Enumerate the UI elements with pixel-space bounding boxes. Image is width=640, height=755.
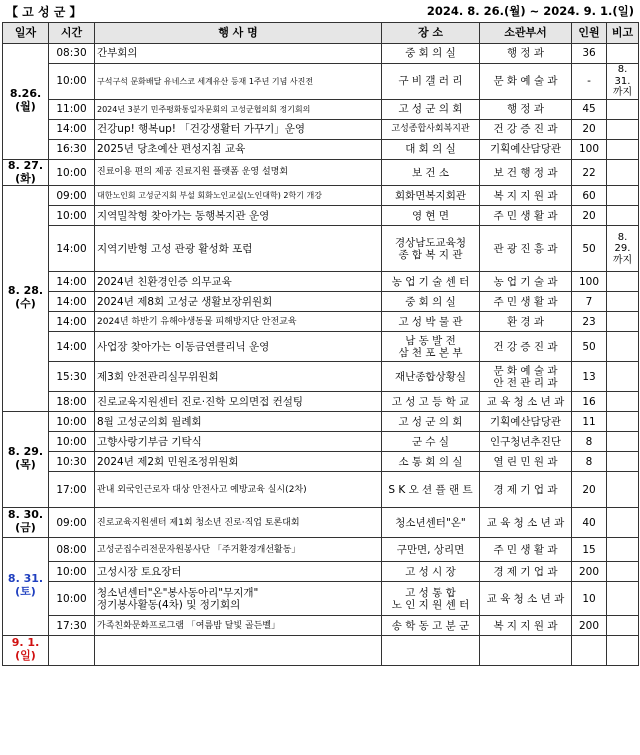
dept-cell: 경 제 기 업 과: [480, 472, 572, 508]
note-cell: 8. 31. 까지: [607, 64, 639, 100]
time-cell: 09:00: [49, 508, 95, 538]
table-row: [3, 64, 639, 100]
count-cell: 8: [572, 452, 607, 472]
time-cell: [49, 636, 95, 666]
dept-cell: 교 육 청 소 년 과: [480, 582, 572, 616]
count-cell: 11: [572, 412, 607, 432]
table-row: [3, 312, 639, 332]
table-row: [3, 432, 639, 452]
dept-cell: 건 강 증 진 과: [480, 120, 572, 140]
date-label: 9. 1.: [11, 636, 40, 650]
weekday-label: (화): [15, 171, 36, 185]
col-date: 일자: [3, 23, 49, 44]
count-cell: 22: [572, 160, 607, 186]
event-cell: 간부회의: [95, 44, 382, 64]
date-cell: [3, 160, 49, 186]
note-cell: [607, 412, 639, 432]
count-cell: 16: [572, 392, 607, 412]
time-cell: 10:00: [49, 582, 95, 616]
dept-cell: 관 광 진 흥 과: [480, 226, 572, 272]
event-cell: 2024년 친환경인증 의무교육: [95, 272, 382, 292]
count-cell: [572, 636, 607, 666]
time-cell: 14:00: [49, 312, 95, 332]
col-event: 행 사 명: [95, 23, 382, 44]
count-cell: 40: [572, 508, 607, 538]
note-cell: [607, 206, 639, 226]
dept-cell: 복 지 지 원 과: [480, 186, 572, 206]
date-cell: [3, 538, 49, 636]
table-row: [3, 412, 639, 432]
time-cell: 16:30: [49, 140, 95, 160]
date-cell: [3, 636, 49, 666]
event-cell: 건강up! 행복up! 「건강생활터 가꾸기」운영: [95, 120, 382, 140]
note-cell: [607, 538, 639, 562]
time-cell: 10:00: [49, 412, 95, 432]
time-cell: 14:00: [49, 120, 95, 140]
schedule-table: [2, 22, 639, 666]
time-cell: 08:30: [49, 44, 95, 64]
event-cell: 가족친화문화프로그램 「여름밤 달빛 골든벨」: [95, 616, 382, 636]
table-row: [3, 538, 639, 562]
count-cell: 100: [572, 272, 607, 292]
place-cell: S K 오 션 플 랜 트: [382, 472, 480, 508]
count-cell: 45: [572, 100, 607, 120]
event-cell: 구석구석 문화배달 유네스코 세계유산 등재 1주년 기념 사진전: [95, 64, 382, 100]
note-cell: [607, 140, 639, 160]
table-row: [3, 636, 639, 666]
dept-cell: 환 경 과: [480, 312, 572, 332]
count-cell: -: [572, 64, 607, 100]
col-place: 장 소: [382, 23, 480, 44]
date-label: 8. 27.: [7, 159, 44, 172]
time-cell: 14:00: [49, 292, 95, 312]
event-cell: 지역기반형 고성 관광 활성화 포럼: [95, 226, 382, 272]
note-cell: [607, 312, 639, 332]
time-cell: 17:00: [49, 472, 95, 508]
count-cell: 13: [572, 362, 607, 392]
event-cell: 2024년 하반기 유해야생동물 피해방지단 안전교육: [95, 312, 382, 332]
schedule-body: [3, 44, 639, 666]
dept-cell: 경 제 기 업 과: [480, 562, 572, 582]
time-cell: 11:00: [49, 100, 95, 120]
place-cell: 경상남도교육청 종 합 복 지 관: [382, 226, 480, 272]
place-cell: [382, 636, 480, 666]
dept-cell: 주 민 생 활 과: [480, 538, 572, 562]
event-cell: 진로교육지원센터 진로·진학 모의면접 컨설팅: [95, 392, 382, 412]
count-cell: 200: [572, 562, 607, 582]
place-cell: 고 성 시 장: [382, 562, 480, 582]
note-cell: [607, 120, 639, 140]
table-row: [3, 120, 639, 140]
place-cell: 농 업 기 술 센 터: [382, 272, 480, 292]
event-cell: 진로교육지원센터 제1회 청소년 진로·직업 토론대회: [95, 508, 382, 538]
date-label: 8. 30.: [7, 508, 44, 522]
count-cell: 20: [572, 472, 607, 508]
place-cell: 중 회 의 실: [382, 44, 480, 64]
event-cell: 고성군집수리전문자원봉사단 「주거환경개선활동」: [95, 538, 382, 562]
count-cell: 20: [572, 120, 607, 140]
date-cell: [3, 412, 49, 508]
dept-cell: 행 정 과: [480, 100, 572, 120]
table-row: [3, 472, 639, 508]
agency-title: 【 고 성 군 】: [6, 5, 82, 19]
event-cell: 청소년센터"온"봉사동아리"무지개" 정기봉사활동(4차) 및 정기회의: [95, 582, 382, 616]
place-cell: 고 성 고 등 학 교: [382, 392, 480, 412]
note-cell: [607, 392, 639, 412]
dept-cell: 문 화 예 술 과: [480, 64, 572, 100]
table-row: [3, 616, 639, 636]
date-label: 8. 31.: [7, 572, 44, 586]
time-cell: 10:00: [49, 432, 95, 452]
place-cell: 고 성 박 물 관: [382, 312, 480, 332]
time-cell: 10:00: [49, 64, 95, 100]
dept-cell: 인구청년추진단: [480, 432, 572, 452]
table-row: [3, 272, 639, 292]
note-cell: [607, 432, 639, 452]
note-cell: [607, 582, 639, 616]
table-row: [3, 186, 639, 206]
note-cell: [607, 362, 639, 392]
event-cell: 진료이용 편의 제공 진료지원 플랫폼 운영 설명회: [95, 160, 382, 186]
dept-cell: 주 민 생 활 과: [480, 206, 572, 226]
table-row: [3, 44, 639, 64]
dept-cell: 보 건 행 정 과: [480, 160, 572, 186]
date-label: 8.26.: [9, 87, 42, 100]
col-note: 비고: [607, 23, 639, 44]
event-cell: 고성시장 토요장터: [95, 562, 382, 582]
count-cell: 7: [572, 292, 607, 312]
count-cell: 10: [572, 582, 607, 616]
time-cell: 14:00: [49, 272, 95, 292]
place-cell: 청소년센터"온": [382, 508, 480, 538]
table-row: [3, 362, 639, 392]
time-cell: 10:00: [49, 160, 95, 186]
dept-cell: 건 강 증 진 과: [480, 332, 572, 362]
note-cell: [607, 562, 639, 582]
dept-cell: 주 민 생 활 과: [480, 292, 572, 312]
event-cell: 지역밀착형 찾아가는 동행복지관 운영: [95, 206, 382, 226]
count-cell: 200: [572, 616, 607, 636]
dept-cell: 열 린 민 원 과: [480, 452, 572, 472]
schedule-header: [0, 0, 640, 22]
weekday-label: (금): [15, 520, 36, 534]
place-cell: 보 건 소: [382, 160, 480, 186]
event-cell: 2025년 당초예산 편성지침 교육: [95, 140, 382, 160]
count-cell: 36: [572, 44, 607, 64]
event-cell: 2024년 제8회 고성군 생활보장위원회: [95, 292, 382, 312]
place-cell: 구만면, 상리면: [382, 538, 480, 562]
time-cell: 14:00: [49, 332, 95, 362]
weekday-label: (토): [15, 584, 36, 598]
time-cell: 10:30: [49, 452, 95, 472]
table-row: [3, 292, 639, 312]
count-cell: 15: [572, 538, 607, 562]
note-cell: [607, 616, 639, 636]
place-cell: 회화면복지회관: [382, 186, 480, 206]
table-row: [3, 452, 639, 472]
col-time: 시간: [49, 23, 95, 44]
dept-cell: [480, 636, 572, 666]
note-cell: [607, 452, 639, 472]
date-cell: [3, 508, 49, 538]
dept-cell: 행 정 과: [480, 44, 572, 64]
note-cell: [607, 272, 639, 292]
dept-cell: 교 육 청 소 년 과: [480, 392, 572, 412]
table-row: [3, 508, 639, 538]
event-cell: 관내 외국인근로자 대상 안전사고 예방교육 실시(2차): [95, 472, 382, 508]
note-cell: [607, 332, 639, 362]
event-cell: 2024년 제2회 민원조정위원회: [95, 452, 382, 472]
dept-cell: 기획예산담당관: [480, 140, 572, 160]
table-row: [3, 562, 639, 582]
weekday-label: (수): [15, 296, 36, 310]
table-row: [3, 392, 639, 412]
note-cell: [607, 160, 639, 186]
place-cell: 남 동 발 전 삼 천 포 본 부: [382, 332, 480, 362]
place-cell: 구 비 갤 러 리: [382, 64, 480, 100]
place-cell: 군 수 실: [382, 432, 480, 452]
place-cell: 고성종합사회복지관: [382, 120, 480, 140]
dept-cell: 농 업 기 술 과: [480, 272, 572, 292]
period-range: 2024. 8. 26.(월) ~ 2024. 9. 1.(일): [426, 4, 634, 18]
place-cell: 고 성 군 의 회: [382, 100, 480, 120]
place-cell: 재난종합상황실: [382, 362, 480, 392]
note-cell: [607, 636, 639, 666]
date-label: 8. 28.: [7, 284, 44, 298]
note-cell: [607, 44, 639, 64]
col-count: 인원: [572, 23, 607, 44]
date-cell: [3, 186, 49, 412]
time-cell: 17:30: [49, 616, 95, 636]
weekday-label: (월): [15, 99, 36, 113]
count-cell: 60: [572, 186, 607, 206]
count-cell: 8: [572, 432, 607, 452]
count-cell: 50: [572, 332, 607, 362]
time-cell: 10:00: [49, 562, 95, 582]
note-cell: [607, 100, 639, 120]
dept-cell: 기획예산담당관: [480, 412, 572, 432]
weekday-label: (목): [15, 457, 36, 471]
count-cell: 23: [572, 312, 607, 332]
time-cell: 08:00: [49, 538, 95, 562]
table-row: [3, 206, 639, 226]
dept-cell: 문 화 예 술 과 안 전 관 리 과: [480, 362, 572, 392]
note-cell: [607, 292, 639, 312]
count-cell: 20: [572, 206, 607, 226]
table-row: [3, 100, 639, 120]
event-cell: 2024년 3분기 민주평화통일자문회의 고성군협의회 정기회의: [95, 100, 382, 120]
event-cell: 8월 고성군의회 월례회: [95, 412, 382, 432]
count-cell: 50: [572, 226, 607, 272]
note-cell: [607, 472, 639, 508]
place-cell: 송 학 동 고 분 군: [382, 616, 480, 636]
event-cell: 대한노인회 고성군지회 부설 회화노인교실(노인대학) 2학기 개강: [95, 186, 382, 206]
time-cell: 18:00: [49, 392, 95, 412]
table-row: [3, 140, 639, 160]
note-cell: 8. 29. 까지: [607, 226, 639, 272]
count-cell: 100: [572, 140, 607, 160]
date-cell: [3, 44, 49, 160]
note-cell: [607, 186, 639, 206]
time-cell: 14:00: [49, 226, 95, 272]
weekday-label: (일): [15, 648, 36, 662]
table-row: [3, 582, 639, 616]
place-cell: 영 현 면: [382, 206, 480, 226]
note-cell: [607, 508, 639, 538]
table-row: [3, 332, 639, 362]
col-dept: 소관부서: [480, 23, 572, 44]
place-cell: 중 회 의 실: [382, 292, 480, 312]
header-row: [3, 23, 639, 44]
place-cell: 고 성 군 의 회: [382, 412, 480, 432]
time-cell: 15:30: [49, 362, 95, 392]
event-cell: [95, 636, 382, 666]
event-cell: 제3회 안전관리실무위원회: [95, 362, 382, 392]
place-cell: 고 성 통 합 노 인 지 원 센 터: [382, 582, 480, 616]
event-cell: 사업장 찾아가는 이동금연클리닉 운영: [95, 332, 382, 362]
time-cell: 10:00: [49, 206, 95, 226]
table-row: [3, 226, 639, 272]
date-label: 8. 29.: [7, 445, 44, 459]
time-cell: 09:00: [49, 186, 95, 206]
place-cell: 대 회 의 실: [382, 140, 480, 160]
dept-cell: 교 육 청 소 년 과: [480, 508, 572, 538]
dept-cell: 복 지 지 원 과: [480, 616, 572, 636]
event-cell: 고향사랑기부금 기탁식: [95, 432, 382, 452]
table-row: [3, 160, 639, 186]
place-cell: 소 통 회 의 실: [382, 452, 480, 472]
